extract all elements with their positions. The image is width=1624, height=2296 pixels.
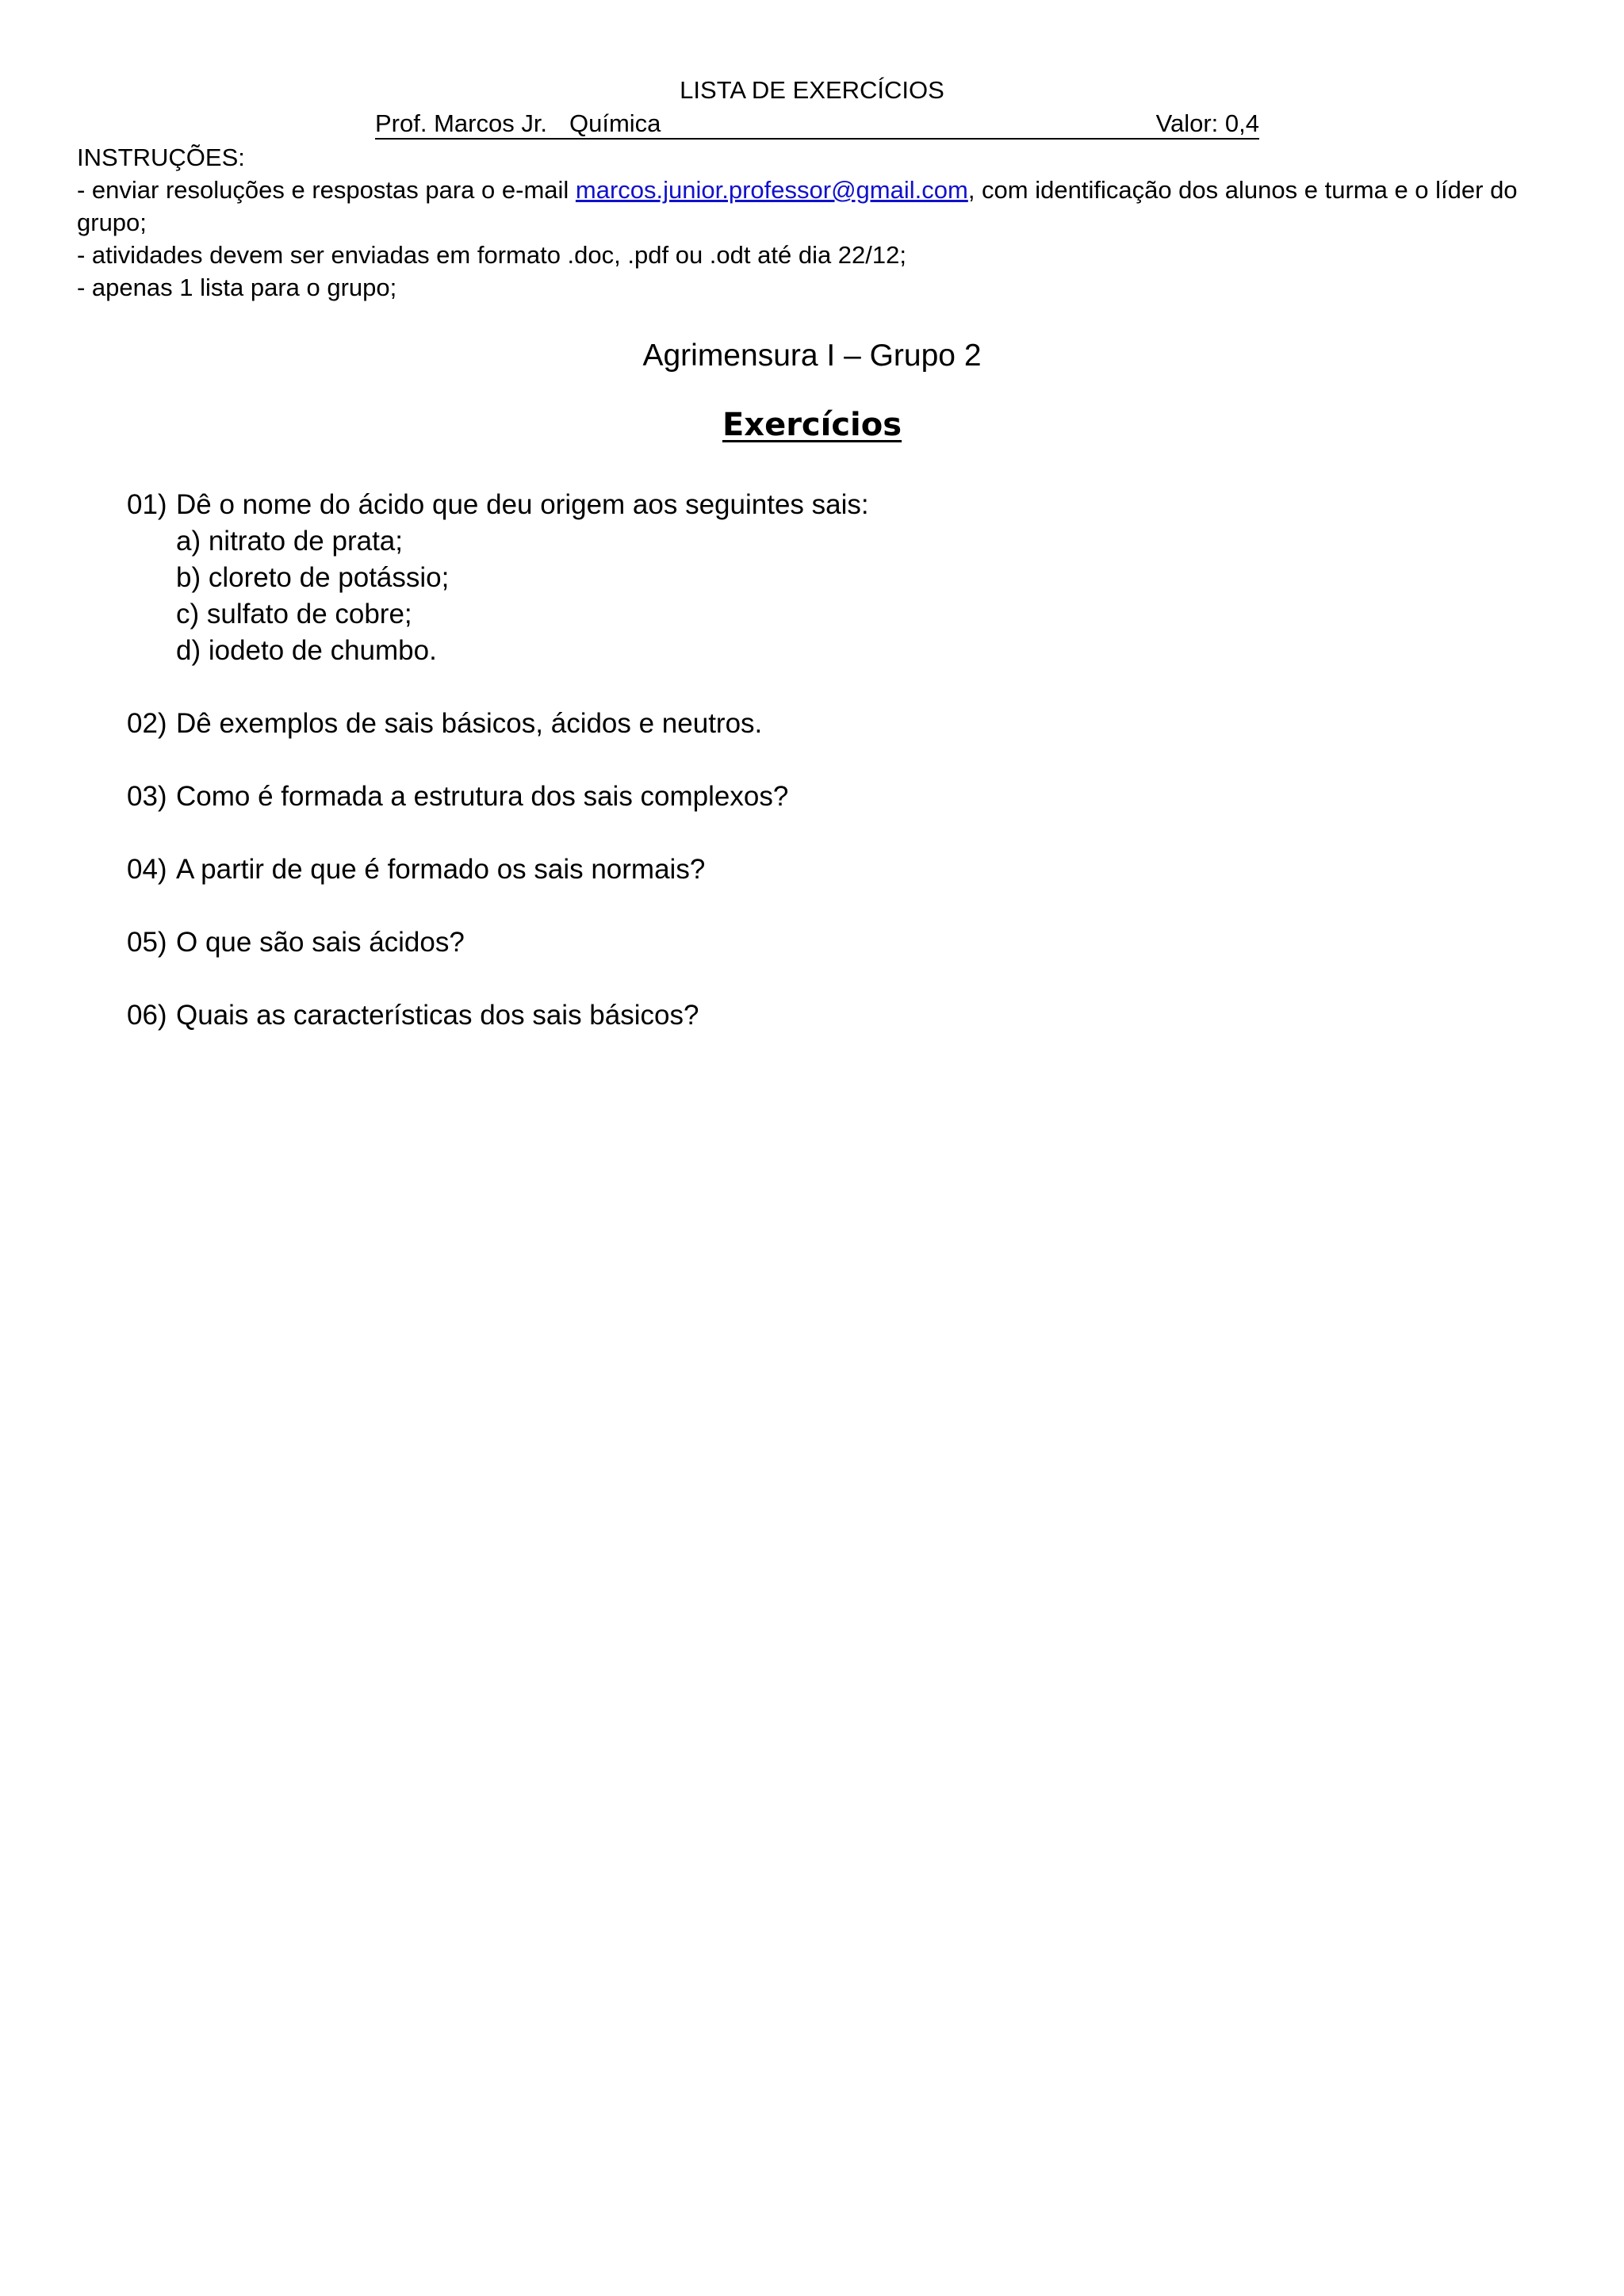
section-title	[0, 403, 1624, 447]
group-title: Agrimensura I – Grupo 2	[642, 339, 982, 373]
question-03	[127, 779, 1475, 815]
assignment-value: Valor: 0,4	[1155, 109, 1259, 137]
question-04	[127, 851, 1475, 888]
instruction-email-suffix: , com identificação dos alunos e turma e o líder do grupo;	[77, 176, 1518, 236]
question-number: 06)	[127, 1000, 167, 1031]
document-title: LISTA DE EXERCÍCIOS	[680, 76, 944, 104]
sub-item: d) iodeto de chumbo.	[176, 635, 437, 666]
question-06	[127, 997, 1475, 1034]
sub-item: a) nitrato de prata;	[176, 526, 403, 557]
instruction-format: - atividades devem ser enviadas em formato .doc, .pdf ou .odt até dia 22/12;	[77, 241, 906, 269]
question-02	[127, 706, 1475, 742]
instruction-email-prefix: - enviar resoluções e respostas para o e-mail	[77, 176, 576, 204]
question-number: 03)	[127, 781, 167, 812]
instructions-heading: INSTRUÇÕES:	[77, 144, 245, 171]
question-number: 05)	[127, 927, 167, 958]
question-text: A partir de que é formado os sais normais?	[176, 854, 706, 885]
question-sub-items	[176, 523, 1475, 669]
questions-list	[127, 487, 1475, 1070]
question-text: Como é formada a estrutura dos sais complexos?	[176, 781, 789, 812]
section-title-text: Exercícios	[722, 407, 902, 443]
instruction-one-list: - apenas 1 lista para o grupo;	[77, 274, 397, 301]
question-text: Dê o nome do ácido que deu origem aos seguintes sais:	[176, 489, 869, 520]
sub-item: b) cloreto de potássio;	[176, 562, 450, 593]
question-text: Dê exemplos de sais básicos, ácidos e neutros.	[176, 708, 763, 739]
email-link[interactable]: marcos.junior.professor@gmail.com	[575, 176, 968, 204]
sub-item: c) sulfato de cobre;	[176, 599, 412, 629]
professor-name: Prof. Marcos Jr.	[375, 109, 548, 137]
question-text: O que são sais ácidos?	[176, 927, 465, 958]
subject-name: Química	[569, 109, 661, 137]
question-01	[127, 487, 1475, 669]
question-number: 01)	[127, 489, 167, 520]
question-text: Quais as características dos sais básicos?	[176, 1000, 699, 1031]
instruction-email	[77, 174, 1560, 239]
header-info-line	[375, 108, 1259, 140]
question-number: 04)	[127, 854, 167, 885]
question-05	[127, 924, 1475, 961]
instructions-block	[77, 141, 1560, 304]
question-number: 02)	[127, 708, 167, 739]
